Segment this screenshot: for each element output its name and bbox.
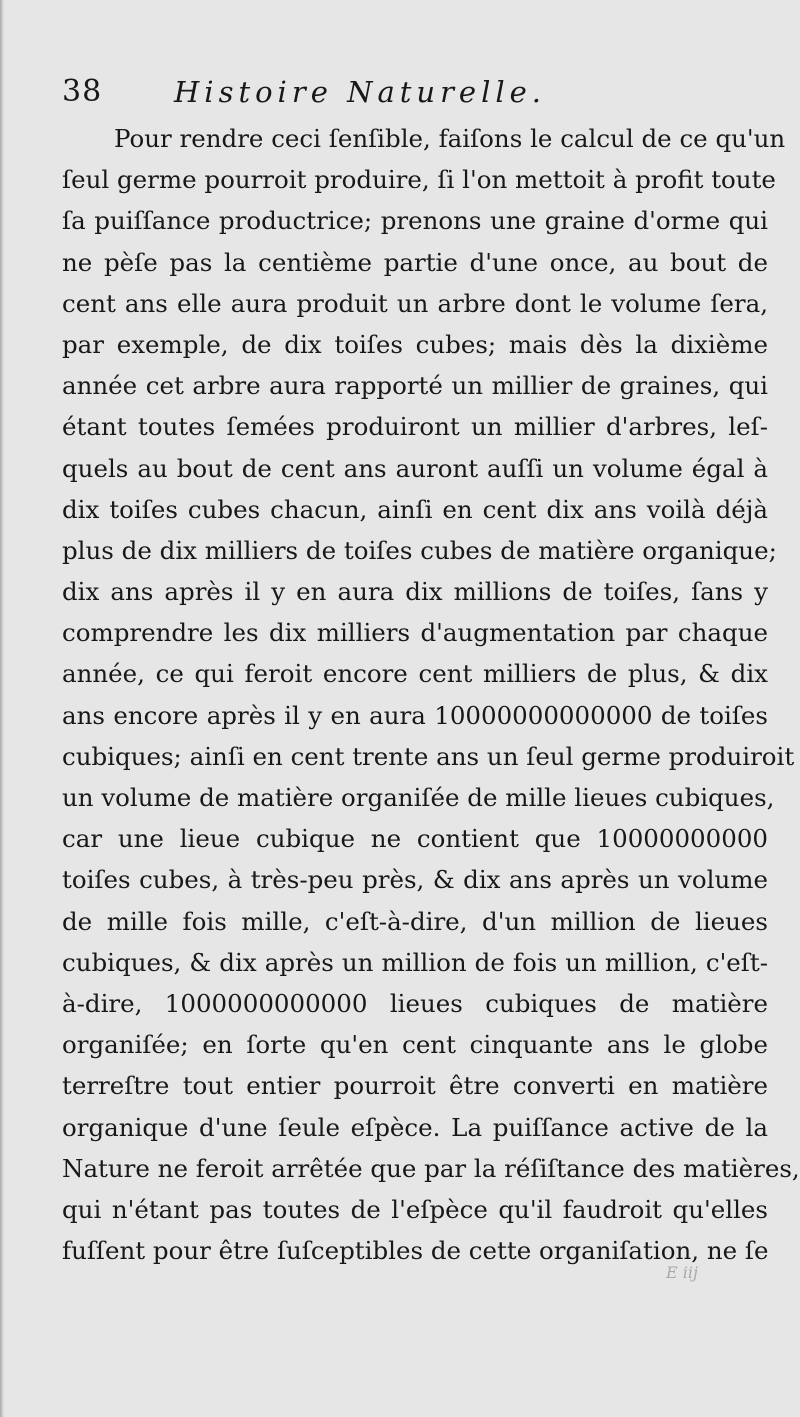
page-edge-shadow <box>0 0 4 1417</box>
signature-mark: E iij <box>666 1263 698 1282</box>
text-line: étant toutes ſemées produiront un millier d'arbres, leſ- <box>62 412 768 442</box>
page-header <box>62 72 762 118</box>
text-line: organiſée; en ſorte qu'en cent cinquante ans le globe <box>62 1030 768 1060</box>
text-line: quels au bout de cent ans auront auſſi un volume égal à <box>62 453 768 483</box>
text-line: année cet arbre aura rapporté un millier de graines, qui <box>62 371 768 401</box>
text-line: car une lieue cubique ne contient que 10000000000 <box>62 824 768 854</box>
text-line: par exemple, de dix toiſes cubes; mais dès la dixième <box>62 329 768 359</box>
text-line: cubiques, & dix après un million de fois un million, c'eſt- <box>62 947 768 977</box>
text-line: comprendre les dix milliers d'augmentation par chaque <box>62 618 768 648</box>
running-title: Histoire Naturelle. <box>174 75 547 109</box>
body-paragraph <box>62 118 800 1271</box>
text-line: de mille fois mille, c'eſt-à-dire, d'un million de lieues <box>62 906 768 936</box>
text-line: dix toiſes cubes chacun, ainſi en cent dix ans voilà déjà <box>62 494 768 524</box>
text-line: toiſes cubes, à très-peu près, & dix ans après un volume <box>62 865 768 895</box>
text-line: qui n'étant pas toutes de l'eſpèce qu'il faudroit qu'elles <box>62 1194 768 1224</box>
text-line: organique d'une ſeule eſpèce. La puiſſance active de la <box>62 1112 768 1142</box>
text-line: année, ce qui feroit encore cent milliers de plus, & dix <box>62 659 768 689</box>
text-line: fuſſent pour être ſuſceptibles de cette organiſation, ne ſe <box>62 1236 769 1266</box>
text-line: ſa puiſſance productrice; prenons une graine d'orme qui <box>62 206 768 236</box>
text-line: à-dire, 1000000000000 lieues cubiques de matière <box>62 988 768 1018</box>
page-number: 38 <box>62 74 103 109</box>
text-line: ſeul germe pourroit produire, ſi l'on mettoit à profit toute <box>62 165 776 195</box>
text-line: un volume de matière organiſée de mille lieues cubiques, <box>62 783 775 812</box>
text-line: ne pèſe pas la centième partie d'une once, au bout de <box>62 247 768 277</box>
text-line: terreſtre tout entier pourroit être converti en matière <box>62 1071 768 1101</box>
text-line: plus de dix milliers de toiſes cubes de matière organique; <box>62 535 777 565</box>
text-line: cent ans elle aura produit un arbre dont le volume ſera, <box>62 288 768 318</box>
text-line: dix ans après il y en aura dix millions de toiſes, ſans y <box>62 577 768 607</box>
text-line: cubiques; ainſi en cent trente ans un ſeul germe produiroit <box>62 741 795 771</box>
text-line: Pour rendre ceci ſenſible, faiſons le calcul de ce qu'un <box>114 124 786 153</box>
text-line: ans encore après il y en aura 10000000000000 de toiſes <box>62 700 768 730</box>
text-line: Nature ne feroit arrêtée que par la réſiſtance des matières, <box>62 1153 800 1183</box>
